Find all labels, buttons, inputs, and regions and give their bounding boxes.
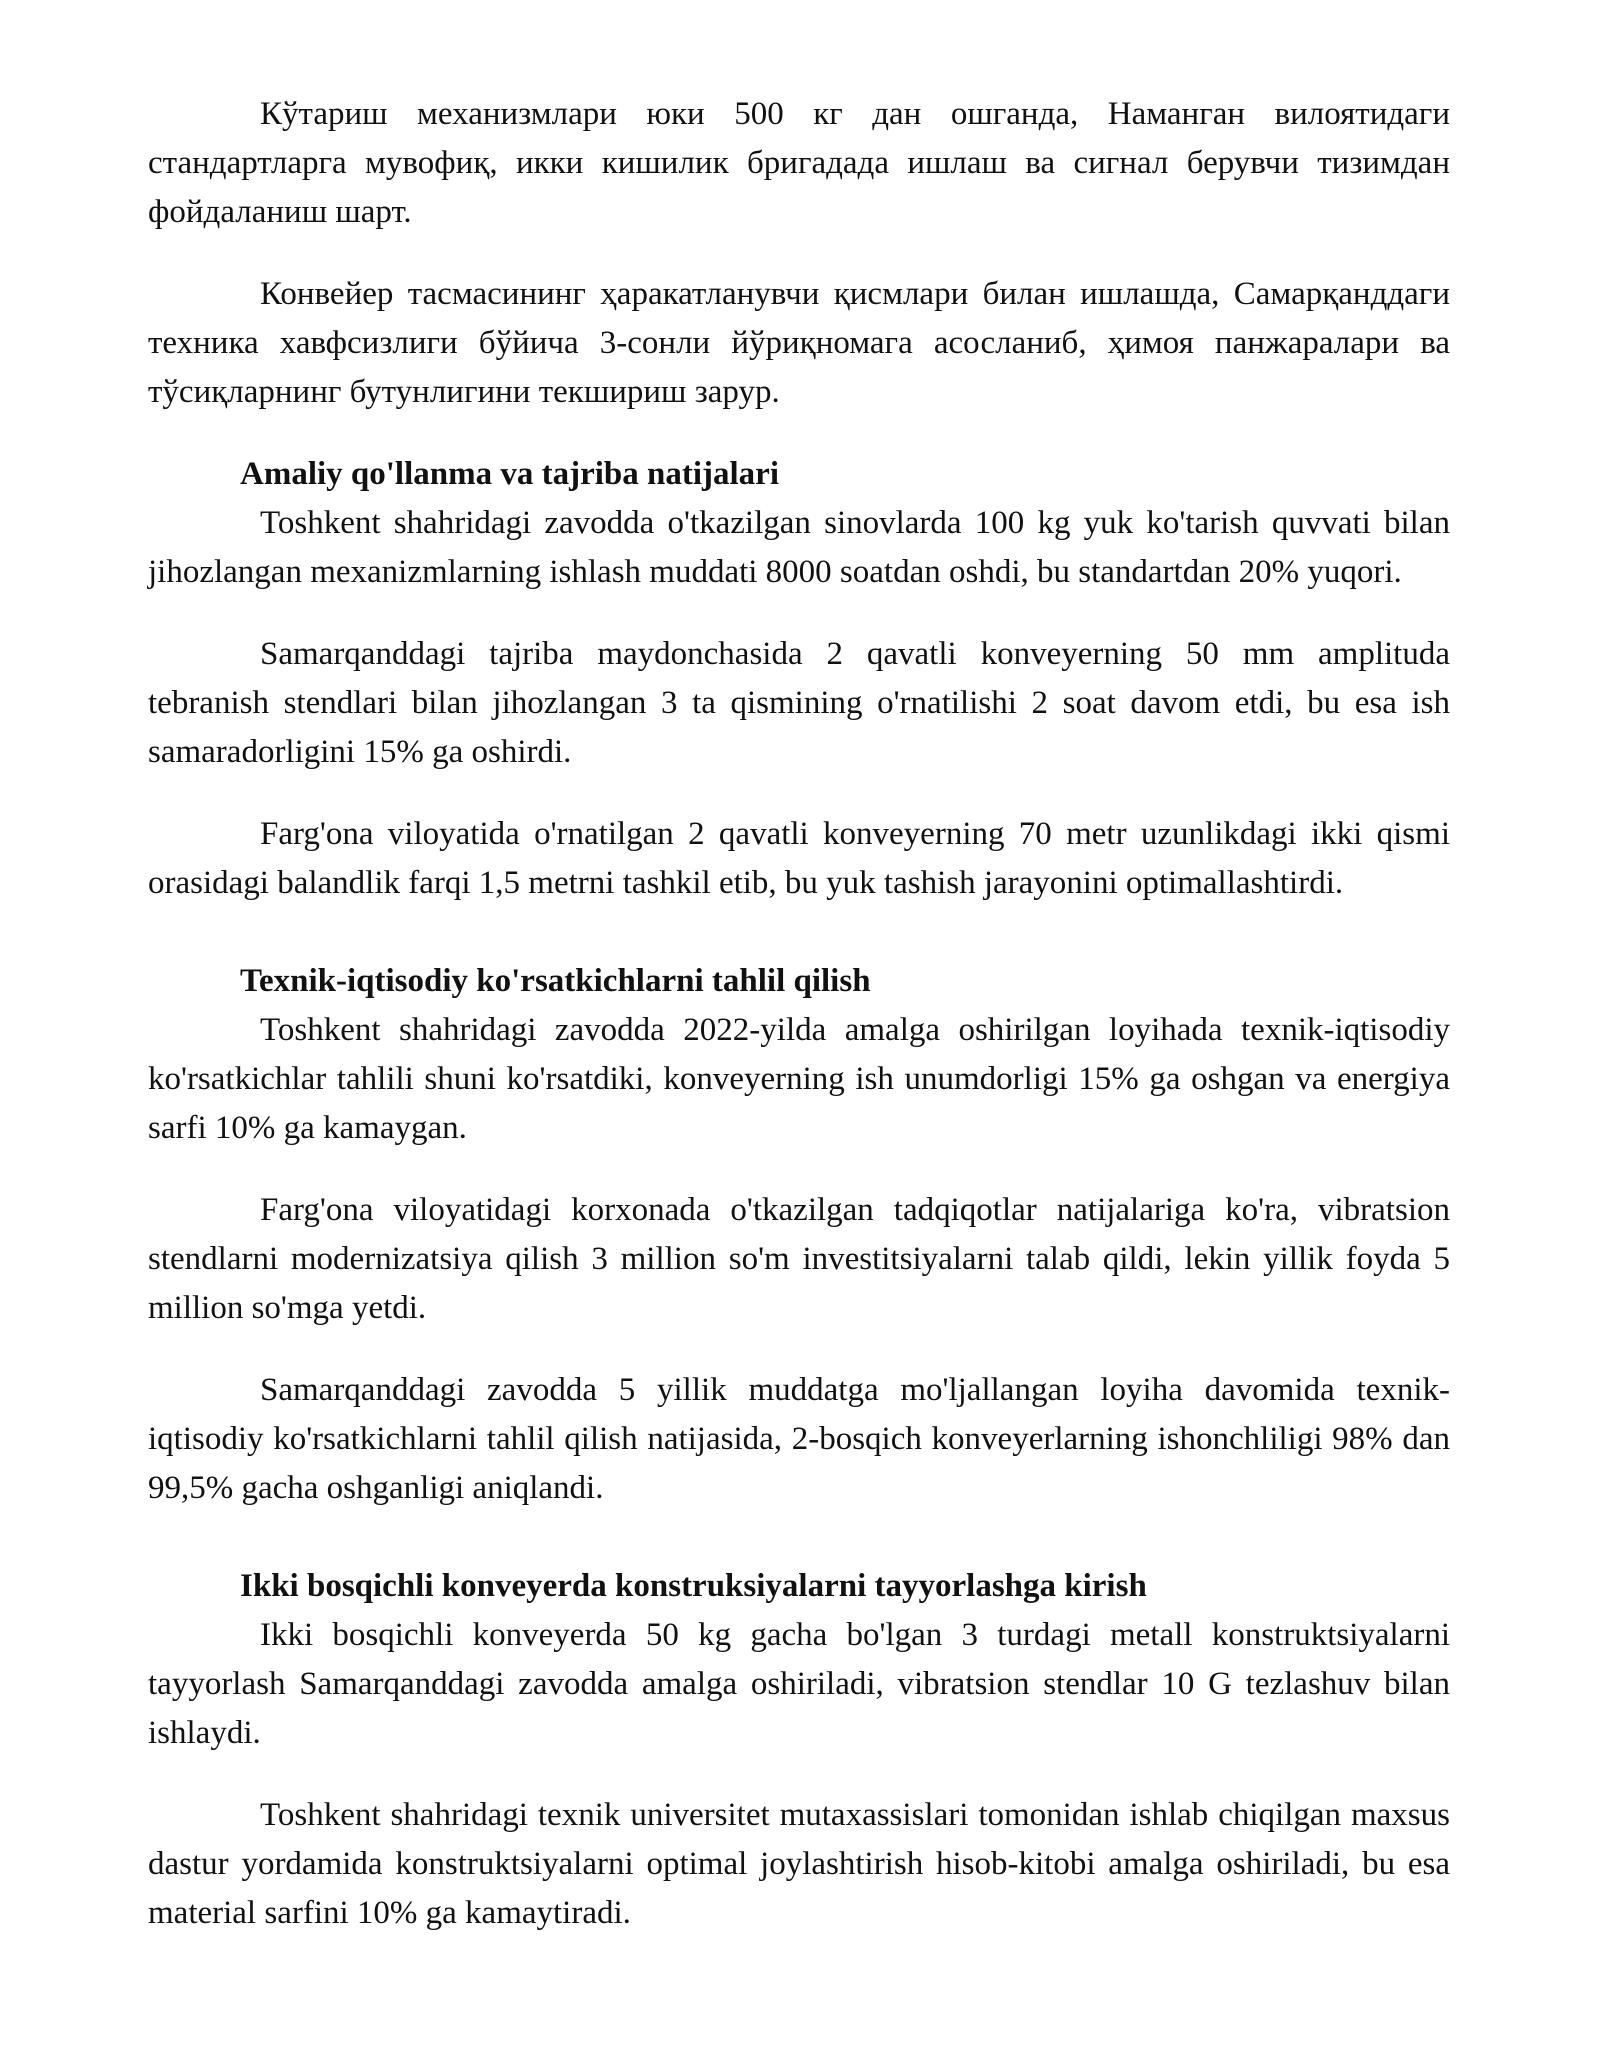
heading-practical-guide: Amaliy qo'llanma va tajriba natijalari <box>240 456 779 492</box>
paragraph-fergana-conveyor: Farg'ona viloyatida o'rnatilgan 2 qavatli konveyerning 70 metr uzunlikdagi ikki qismi orasidagi balandlik farqi 1,5 metrni tashkil etib, bu yuk tashish jarayonini optimallashtirdi. <box>148 816 1450 901</box>
paragraph-tashkent-2022-project: Toshkent shahridagi zavodda 2022-yilda amalga oshirilgan loyihada texnik-iqtisodiy ko'rsatkichlar tahlili shuni ko'rsatdiki, konveyerning ish unumdorligi 15% ga oshgan va energiya sarfi 10% ga kamaygan. <box>148 1012 1450 1146</box>
paragraph-metal-structures: Ikki bosqichli konveyerda 50 kg gacha bo'lgan 3 turdagi metall konstruktsiyalarni tayyorlash Samarqanddagi zavodda amalga oshiriladi, vibratsion stendlar 10 G tezlashuv bilan ishlaydi. <box>148 1617 1450 1751</box>
heading-two-stage-conveyor: Ikki bosqichli konveyerda konstruksiyalarni tayyorlashga kirish <box>240 1568 1147 1604</box>
heading-technical-economic-analysis: Texnik-iqtisodiy ko'rsatkichlarni tahlil qilish <box>240 963 871 999</box>
paragraph-lifting-mechanisms: Кўтариш механизмлари юки 500 кг дан ошганда, Наманган вилоятидаги стандартларга мувофиқ, икки кишилик бригадада ишлаш ва сигнал берувчи тизимдан фойдаланиш шарт. <box>148 96 1450 230</box>
document-page <box>148 90 1450 1938</box>
paragraph-samarkand-test-site: Samarqanddagi tajriba maydonchasida 2 qavatli konveyerning 50 mm amplituda tebranish stendlari bilan jihozlangan 3 ta qismining o'rnatilishi 2 soat davom etdi, bu esa ish samaradorligini 15% ga oshirdi. <box>148 636 1450 770</box>
paragraph-conveyor-belt-safety: Конвейер тасмасининг ҳаракатланувчи қисмлари билан ишлашда, Самарқанддаги техника хавфсизлиги бўйича 3-сонли йўриқномага асосланиб, ҳимоя панжаралари ва тўсиқларнинг бутунлигини текшириш зарур. <box>148 276 1450 410</box>
paragraph-tashkent-tests: Toshkent shahridagi zavodda o'tkazilgan sinovlarda 100 kg yuk ko'tarish quvvati bilan jihozlangan mexanizmlarning ishlash muddati 8000 soatdan oshdi, bu standartdan 20% yuqori. <box>148 505 1450 590</box>
paragraph-optimal-placement: Toshkent shahridagi texnik universitet mutaxassislari tomonidan ishlab chiqilgan maxsus dastur yordamida konstruktsiyalarni optimal joylashtirish hisob-kitobi amalga oshiriladi, bu esa material sarfini 10% ga kamaytiradi. <box>148 1797 1450 1931</box>
paragraph-fergana-investment: Farg'ona viloyatidagi korxonada o'tkazilgan tadqiqotlar natijalariga ko'ra, vibratsion stendlarni modernizatsiya qilish 3 million so'm investitsiyalarni talab qildi, lekin yillik foyda 5 million so'mga yetdi. <box>148 1192 1450 1326</box>
paragraph-samarkand-reliability: Samarqanddagi zavodda 5 yillik muddatga mo'ljallangan loyiha davomida texnik-iqtisodiy ko'rsatkichlarni tahlil qilish natijasida, 2-bosqich konveyerlarning ishonchliligi 98% dan 99,5% gacha oshganligi aniqlandi. <box>148 1372 1450 1506</box>
